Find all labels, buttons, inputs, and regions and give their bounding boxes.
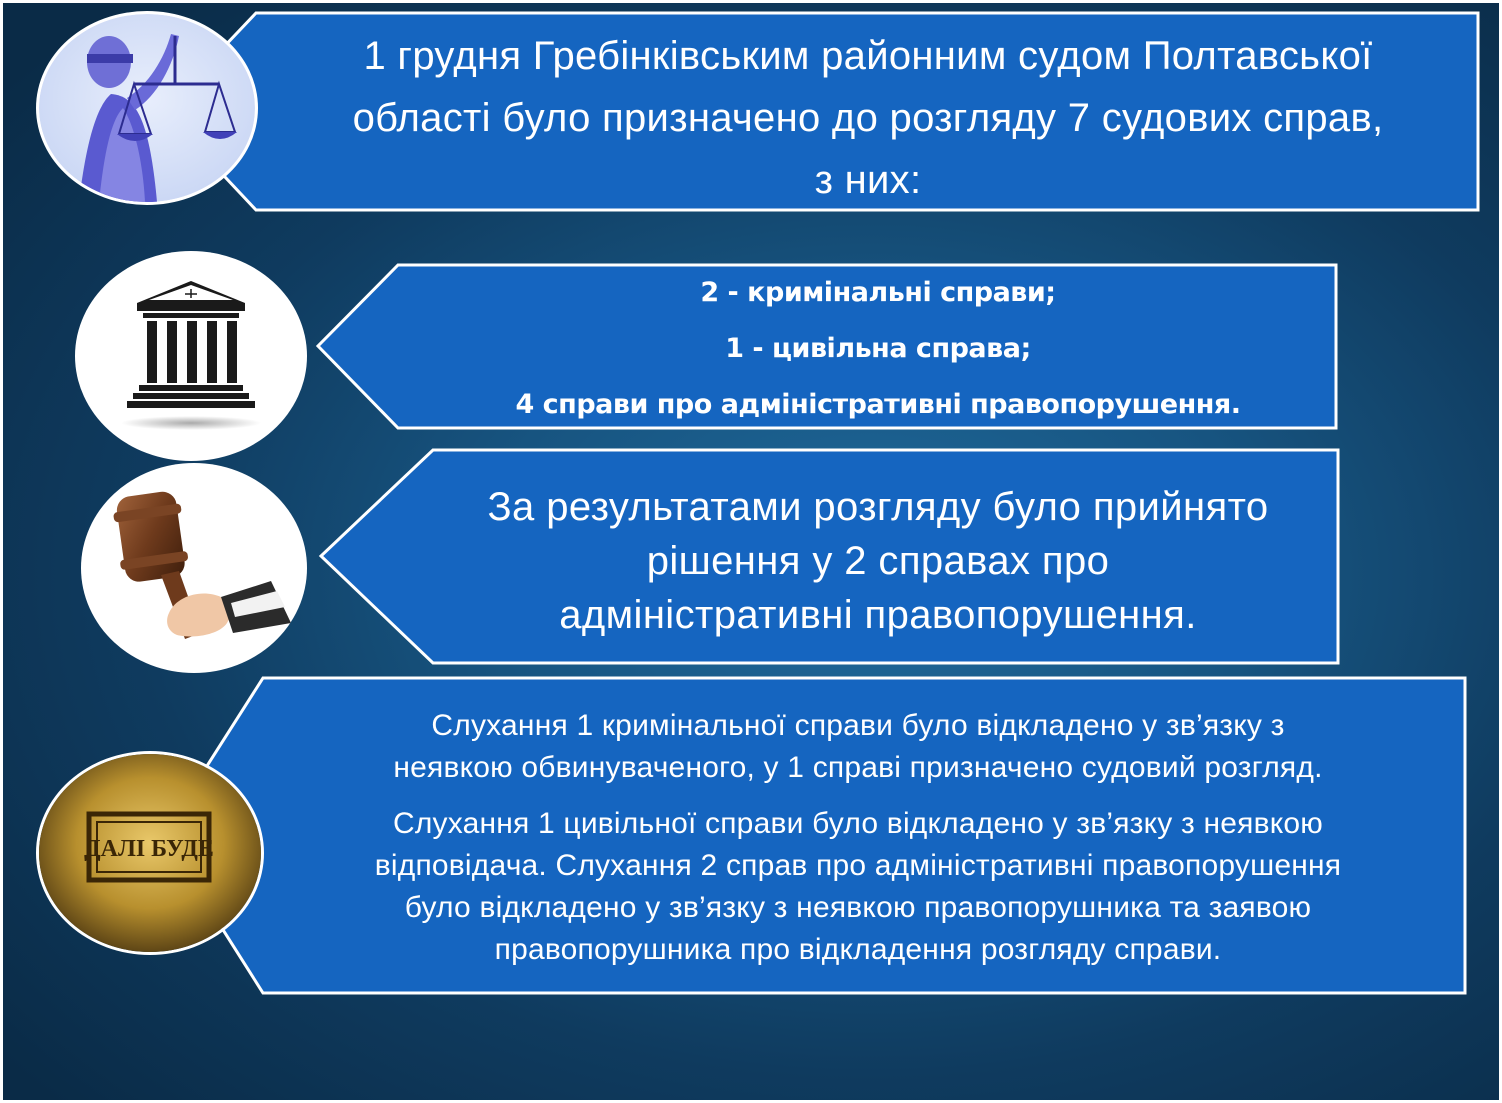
postponed-line: Слухання 1 кримінальної справи було відкладено у зв’язку з [431, 709, 1285, 742]
case-line-civil: 1 - цивільна справа; [725, 333, 1031, 364]
postponed-line: було відкладено у зв’язку з неявкою правопорушника та заявою [404, 891, 1312, 924]
lady-justice-icon [39, 14, 255, 202]
header-line: області було призначено до розгляду 7 судових справ, [352, 96, 1384, 140]
sign-circle [36, 751, 264, 955]
dali-bude-sign-icon [39, 754, 261, 952]
postponed-text [238, 705, 1478, 971]
header-text [268, 25, 1468, 211]
postponed-line: правопорушника про відкладення розгляду справи. [494, 933, 1222, 966]
gavel-circle [81, 463, 307, 673]
postponed-line: неявкою обвинуваченого, у 1 справі призначено судовий розгляд. [393, 751, 1323, 784]
courthouse-icon [75, 251, 307, 461]
cases-text [383, 265, 1373, 433]
justice-circle [36, 11, 258, 205]
postponed-line: Слухання 1 цивільної справи було відкладено у зв’язку з неявкою [392, 807, 1324, 840]
case-line-administrative: 4 справи про адміністративні правопорушення. [515, 389, 1241, 420]
results-line: За результатами розгляду було прийнято [487, 485, 1269, 529]
results-line: рішення у 2 справах про [646, 539, 1110, 583]
postponed-line: відповідача. Слухання 2 справ про адміністративні правопорушення [374, 849, 1342, 882]
header-line: з них: [814, 158, 922, 202]
postponed-paragraph-2 [238, 803, 1478, 971]
courthouse-circle [75, 251, 307, 461]
case-line-criminal: 2 - кримінальні справи; [700, 277, 1056, 308]
results-text [373, 480, 1383, 642]
postponed-paragraph-1 [238, 705, 1478, 789]
slide [3, 3, 1499, 1100]
sign-text: ДАЛІ БУДЕ [84, 836, 214, 862]
gavel-hand-icon [81, 463, 307, 673]
header-line: 1 грудня Гребінківським районним судом Полтавської [363, 34, 1373, 78]
results-line: адміністративні правопорушення. [559, 593, 1197, 637]
